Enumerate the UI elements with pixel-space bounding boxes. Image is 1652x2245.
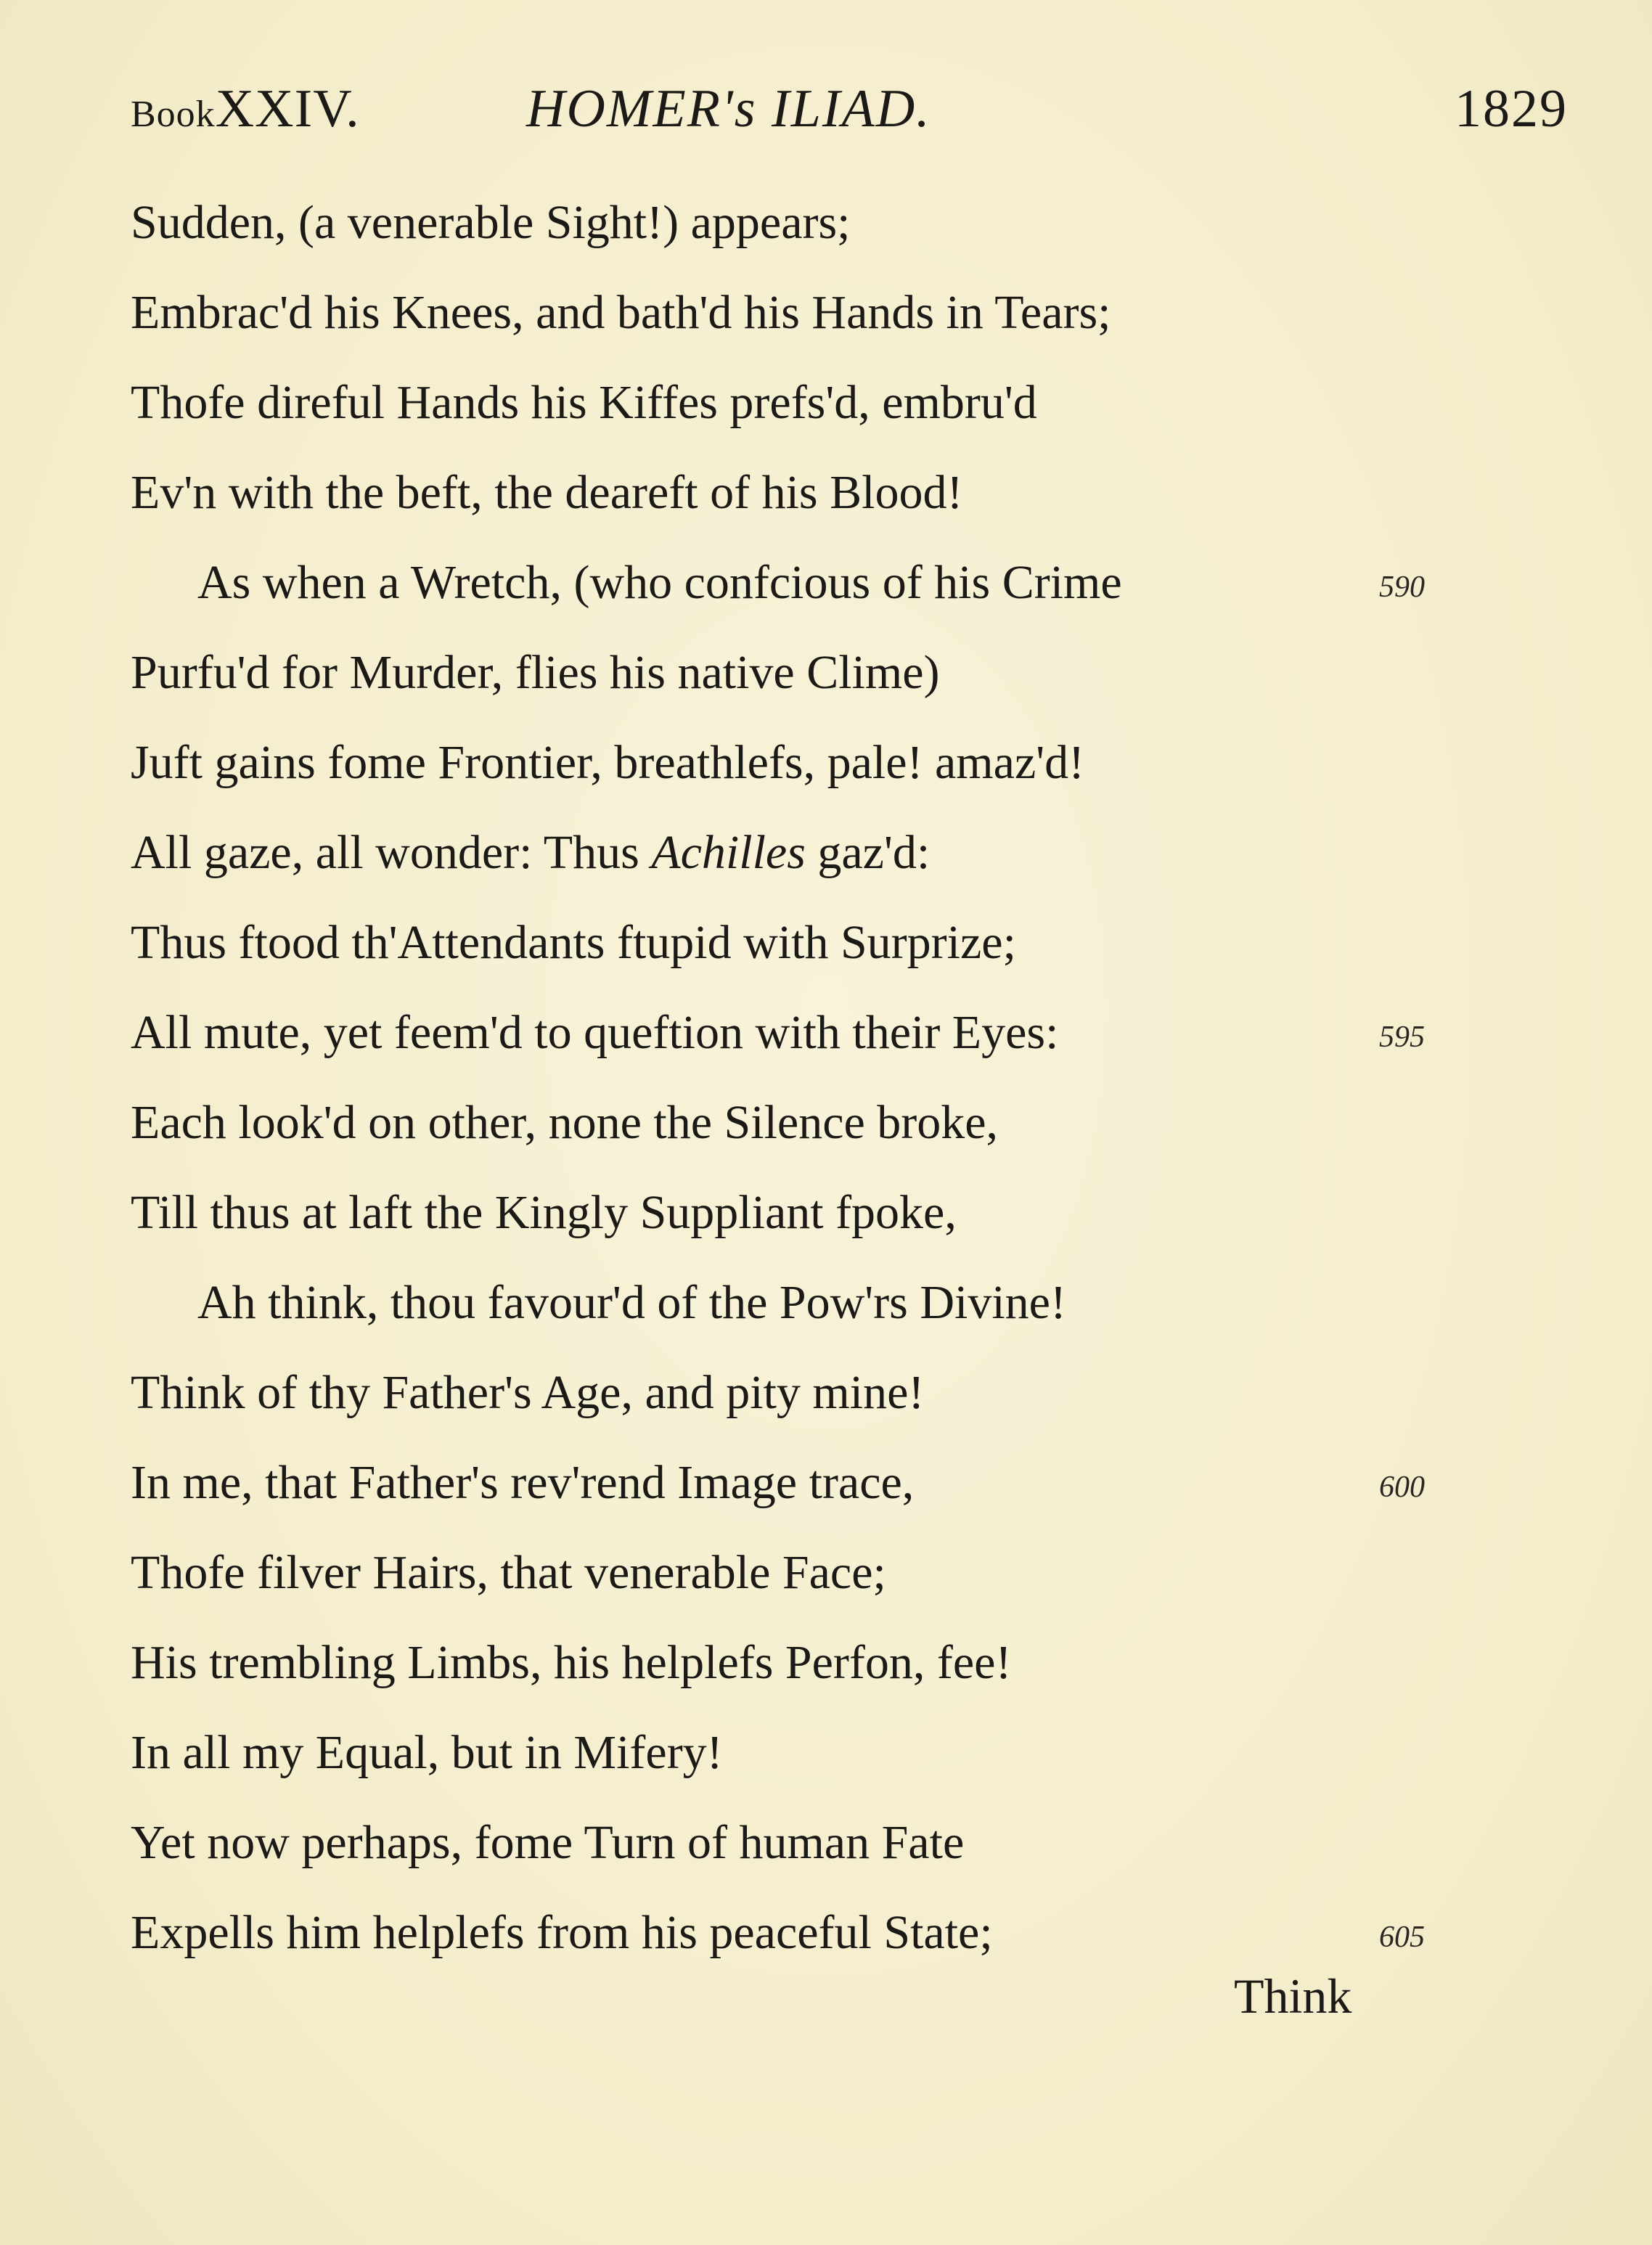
verse-text: As when a Wretch, (who confcious of his Crime xyxy=(197,556,1122,609)
verse-line xyxy=(131,1258,1510,1348)
verse-text: Ev'n with the beft, the deareft of his Blood! xyxy=(131,466,963,519)
verse-line xyxy=(131,1618,1510,1708)
verse-text: Each look'd on other, none the Silence broke, xyxy=(131,1096,999,1149)
verse-text: Thus ftood th'Attendants ftupid with Surprize; xyxy=(131,916,1016,969)
line-number: 590 xyxy=(1379,571,1425,604)
verse-text: In me, that Father's rev'rend Image trace, xyxy=(131,1456,915,1509)
verse-text xyxy=(131,826,930,879)
verse-block xyxy=(131,178,1510,1978)
verse-line xyxy=(131,1078,1510,1168)
verse-text: His trembling Limbs, his helplefs Perfon, fee! xyxy=(131,1636,1012,1689)
verse-line xyxy=(131,268,1510,358)
verse-line xyxy=(131,988,1510,1078)
verse-line xyxy=(131,808,1510,898)
verse-line xyxy=(131,1168,1510,1258)
book-word: Book xyxy=(131,94,216,135)
verse-text: Till thus at laft the Kingly Suppliant fpoke, xyxy=(131,1186,957,1239)
running-head xyxy=(131,69,1568,149)
verse-text: Thofe filver Hairs, that venerable Face; xyxy=(131,1546,886,1599)
verse-text: Yet now perhaps, fome Turn of human Fate xyxy=(131,1816,965,1869)
verse-line xyxy=(131,1528,1510,1618)
line-number: 600 xyxy=(1379,1471,1425,1504)
verse-text: All mute, yet feem'd to queftion with their Eyes: xyxy=(131,1006,1059,1059)
verse-line xyxy=(131,898,1510,988)
verse-text: Purfu'd for Murder, flies his native Clime) xyxy=(131,646,940,699)
verse-line xyxy=(131,718,1510,808)
verse-text: Think of thy Father's Age, and pity mine! xyxy=(131,1366,925,1419)
catchword: Think xyxy=(1234,1968,1352,2024)
line-number: 605 xyxy=(1379,1921,1425,1954)
verse-line xyxy=(131,178,1510,268)
verse-line xyxy=(131,358,1510,448)
verse-text: Embrac'd his Knees, and bath'd his Hands in Tears; xyxy=(131,286,1111,339)
verse-line xyxy=(131,538,1510,628)
verse-line xyxy=(131,1708,1510,1798)
verse-text: Sudden, (a venerable Sight!) appears; xyxy=(131,196,851,249)
verse-text: Ah think, thou favour'd of the Pow'rs Divine! xyxy=(197,1276,1066,1329)
verse-line xyxy=(131,1348,1510,1438)
work-title: HOMER's ILIAD. xyxy=(526,79,931,139)
verse-text: Expells him helplefs from his peaceful State; xyxy=(131,1906,993,1959)
proper-name: Achilles xyxy=(651,826,806,879)
verse-text: Thofe direful Hands his Kiffes prefs'd, embru'd xyxy=(131,376,1037,429)
line-number: 595 xyxy=(1379,1021,1425,1054)
verse-line xyxy=(131,448,1510,538)
page-number: 1829 xyxy=(1455,79,1568,139)
verse-line xyxy=(131,628,1510,718)
verse-text: Juft gains fome Frontier, breathlefs, pale! amaz'd! xyxy=(131,736,1085,789)
verse-line xyxy=(131,1438,1510,1528)
verse-text: In all my Equal, but in Mifery! xyxy=(131,1726,723,1779)
book-label xyxy=(131,69,360,155)
verse-fragment: All gaze, all wonder: Thus xyxy=(131,826,652,879)
book-numeral: XXIV. xyxy=(215,79,360,139)
verse-line xyxy=(131,1798,1510,1888)
verse-fragment: gaz'd: xyxy=(805,826,931,879)
